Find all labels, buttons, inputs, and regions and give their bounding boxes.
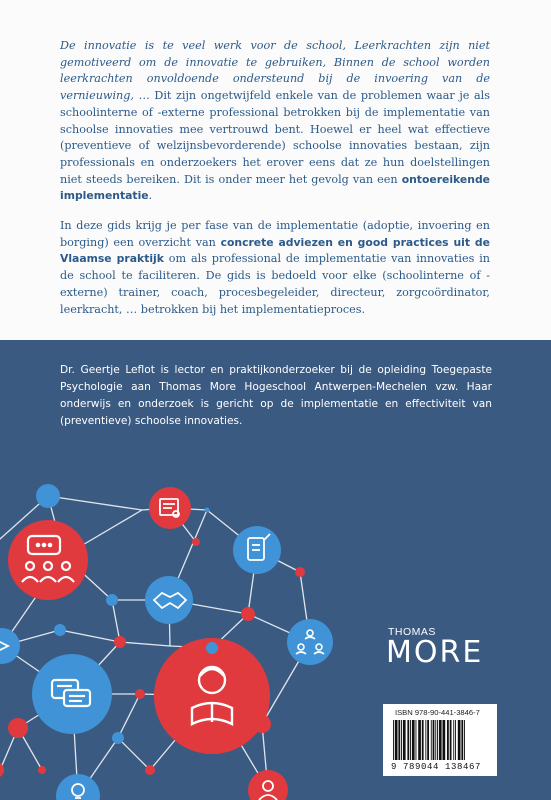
guide-bold: concrete adviezen en good practices uit de Vlaamse praktijk (60, 235, 490, 266)
isbn-text: ISBN 978-90-441-3846-7 (395, 708, 480, 717)
intro-end: . (148, 189, 153, 203)
guide-text-1: In deze gids krijg je per fase van de implementatie (adoptie, invoering en borging) een overzicht van (60, 219, 490, 249)
logo-line-1: THOMAS (388, 626, 436, 638)
author-bio: Dr. Geertje Leflot is lector en praktijkonderzoeker bij de opleiding Toegepaste Psychologie aan Thomas More Hogeschool Antwerpen-Mechelen vzw. Haar onderwijs en onderzoek is gericht op de implementatie en effectiviteit van (preventieve) schoolse innovaties. (60, 364, 492, 427)
intro-text: Dit zijn ongetwijfeld enkele van de problemen waar je als schoolinterne of -externe professional betrokken bij de implementatie van schoolse innovaties mee vertrouwd bent. Hoewel er heel wat effectieve (preventieve of welzijnsbevorderende) schoolse innovaties bestaan, zijn professionals en onderzoekers het erover eens dat ze hun doelstellingen niet steeds bereiken. Dit is onder meer het gevolg van een (60, 89, 490, 186)
node-speech (8, 520, 88, 600)
node-teacher (154, 638, 270, 754)
guide-text-2: om als professional de implementatie van innovaties in de school te faciliteren. De gids is bedoeld voor elke (schoolinterne of -externe) trainer, coach, procesbegeleider, directeur, zorgcoördinator, leerkracht, … betrokken bij het implementatieproces. (60, 252, 490, 316)
barcode-bars (393, 720, 493, 760)
logo-line-2: MORE (386, 635, 484, 670)
node-people (287, 619, 333, 665)
intro-bold: ontoereikende implementatie (60, 172, 490, 203)
intro-italic: De innovatie is te veel werk voor de school, Leerkrachten zijn niet gemotiveerd om de innovatie te gebruiken, Binnen de school worden leerkrachten onvoldoende ondersteund bij de invoering van de vernieuwing, … (60, 39, 490, 103)
thomas-more-logo (380, 626, 500, 676)
barcode-digits: 9 789044 138467 (391, 762, 482, 772)
intro-paragraph (60, 38, 490, 205)
guide-paragraph (60, 218, 490, 318)
